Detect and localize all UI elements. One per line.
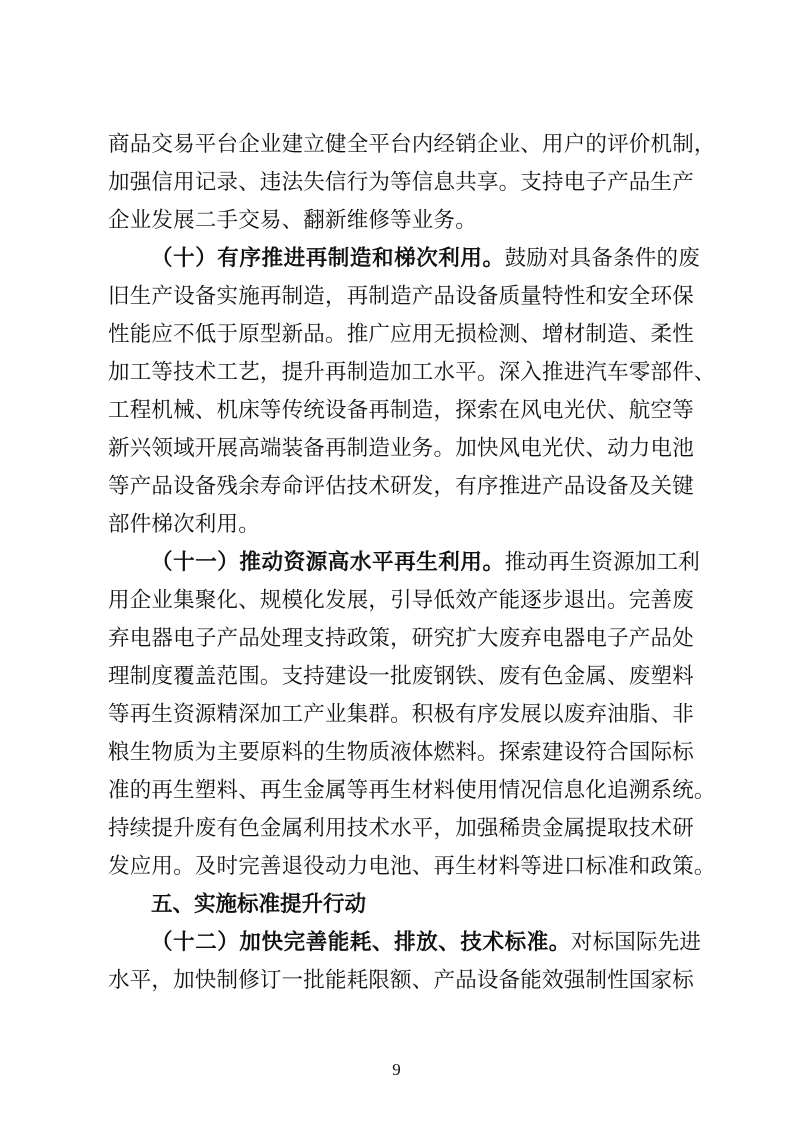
paragraph-first-line: [108, 240, 700, 278]
paragraph-heading: （十）有序推进再制造和梯次利用。: [151, 246, 505, 271]
text-run: 对标国际先进: [570, 930, 702, 955]
paragraph-intro: [108, 126, 716, 240]
text-line: 加工等技术工艺，提升再制造加工水平。深入推进汽车零部件、: [108, 360, 716, 385]
text-line: 商品交易平台企业建立健全平台内经销企业、用户的评价机制，: [108, 132, 716, 157]
text-line: 粮生物质为主要原料的生物质液体燃料。探索建设符合国际标: [108, 740, 694, 765]
text-line: 弃电器电子产品处理支持政策，研究扩大废弃电器电子产品处: [108, 626, 694, 651]
text-line: 准的再生塑料、再生金属等再生材料使用情况信息化追溯系统。: [108, 778, 716, 803]
text-line: 新兴领域开展高端装备再制造业务。加快风电光伏、动力电池: [108, 436, 694, 461]
paragraph-10: [108, 240, 716, 544]
text-line: 旧生产设备实施再制造，再制造产品设备质量特性和安全环保: [108, 284, 694, 309]
paragraph-first-line: [108, 544, 700, 582]
text-line: 理制度覆盖范围。支持建设一批废钢铁、废有色金属、废塑料: [108, 664, 694, 689]
text-line: 性能应不低于原型新品。推广应用无损检测、增材制造、柔性: [108, 322, 694, 347]
section-heading: 五、实施标准提升行动: [151, 892, 367, 917]
text-run: 鼓励对具备条件的废: [504, 246, 700, 271]
paragraph-12: [108, 924, 702, 1000]
text-line: 等产品设备残余寿命评估技术研发，有序推进产品设备及关键: [108, 474, 694, 499]
paragraph-heading: （十一）推动资源高水平再生利用。: [151, 550, 505, 575]
text-line: 用企业集聚化、规模化发展，引导低效产能逐步退出。完善废: [108, 588, 694, 613]
page-number: 9: [392, 1060, 401, 1079]
text-run: 推动再生资源加工利: [504, 550, 700, 575]
paragraph-heading: （十二）加快完善能耗、排放、技术标准。: [151, 930, 571, 955]
paragraph-11: [108, 544, 716, 886]
text-line: 发应用。及时完善退役动力电池、再生材料等进口标准和政策。: [108, 854, 716, 879]
text-line: 水平，加快制修订一批能耗限额、产品设备能效强制性国家标: [108, 968, 694, 993]
text-line: 部件梯次利用。: [108, 512, 260, 537]
text-line: 企业发展二手交易、翻新维修等业务。: [108, 208, 477, 233]
paragraph-first-line: [108, 924, 702, 962]
text-line: 持续提升废有色金属利用技术水平，加强稀贵金属提取技术研: [108, 816, 694, 841]
text-line: 加强信用记录、违法失信行为等信息共享。支持电子产品生产: [108, 170, 694, 195]
text-line: 等再生资源精深加工产业集群。积极有序发展以废弃油脂、非: [108, 702, 694, 727]
text-line: 工程机械、机床等传统设备再制造，探索在风电光伏、航空等: [108, 398, 694, 423]
document-body: [108, 126, 716, 1000]
